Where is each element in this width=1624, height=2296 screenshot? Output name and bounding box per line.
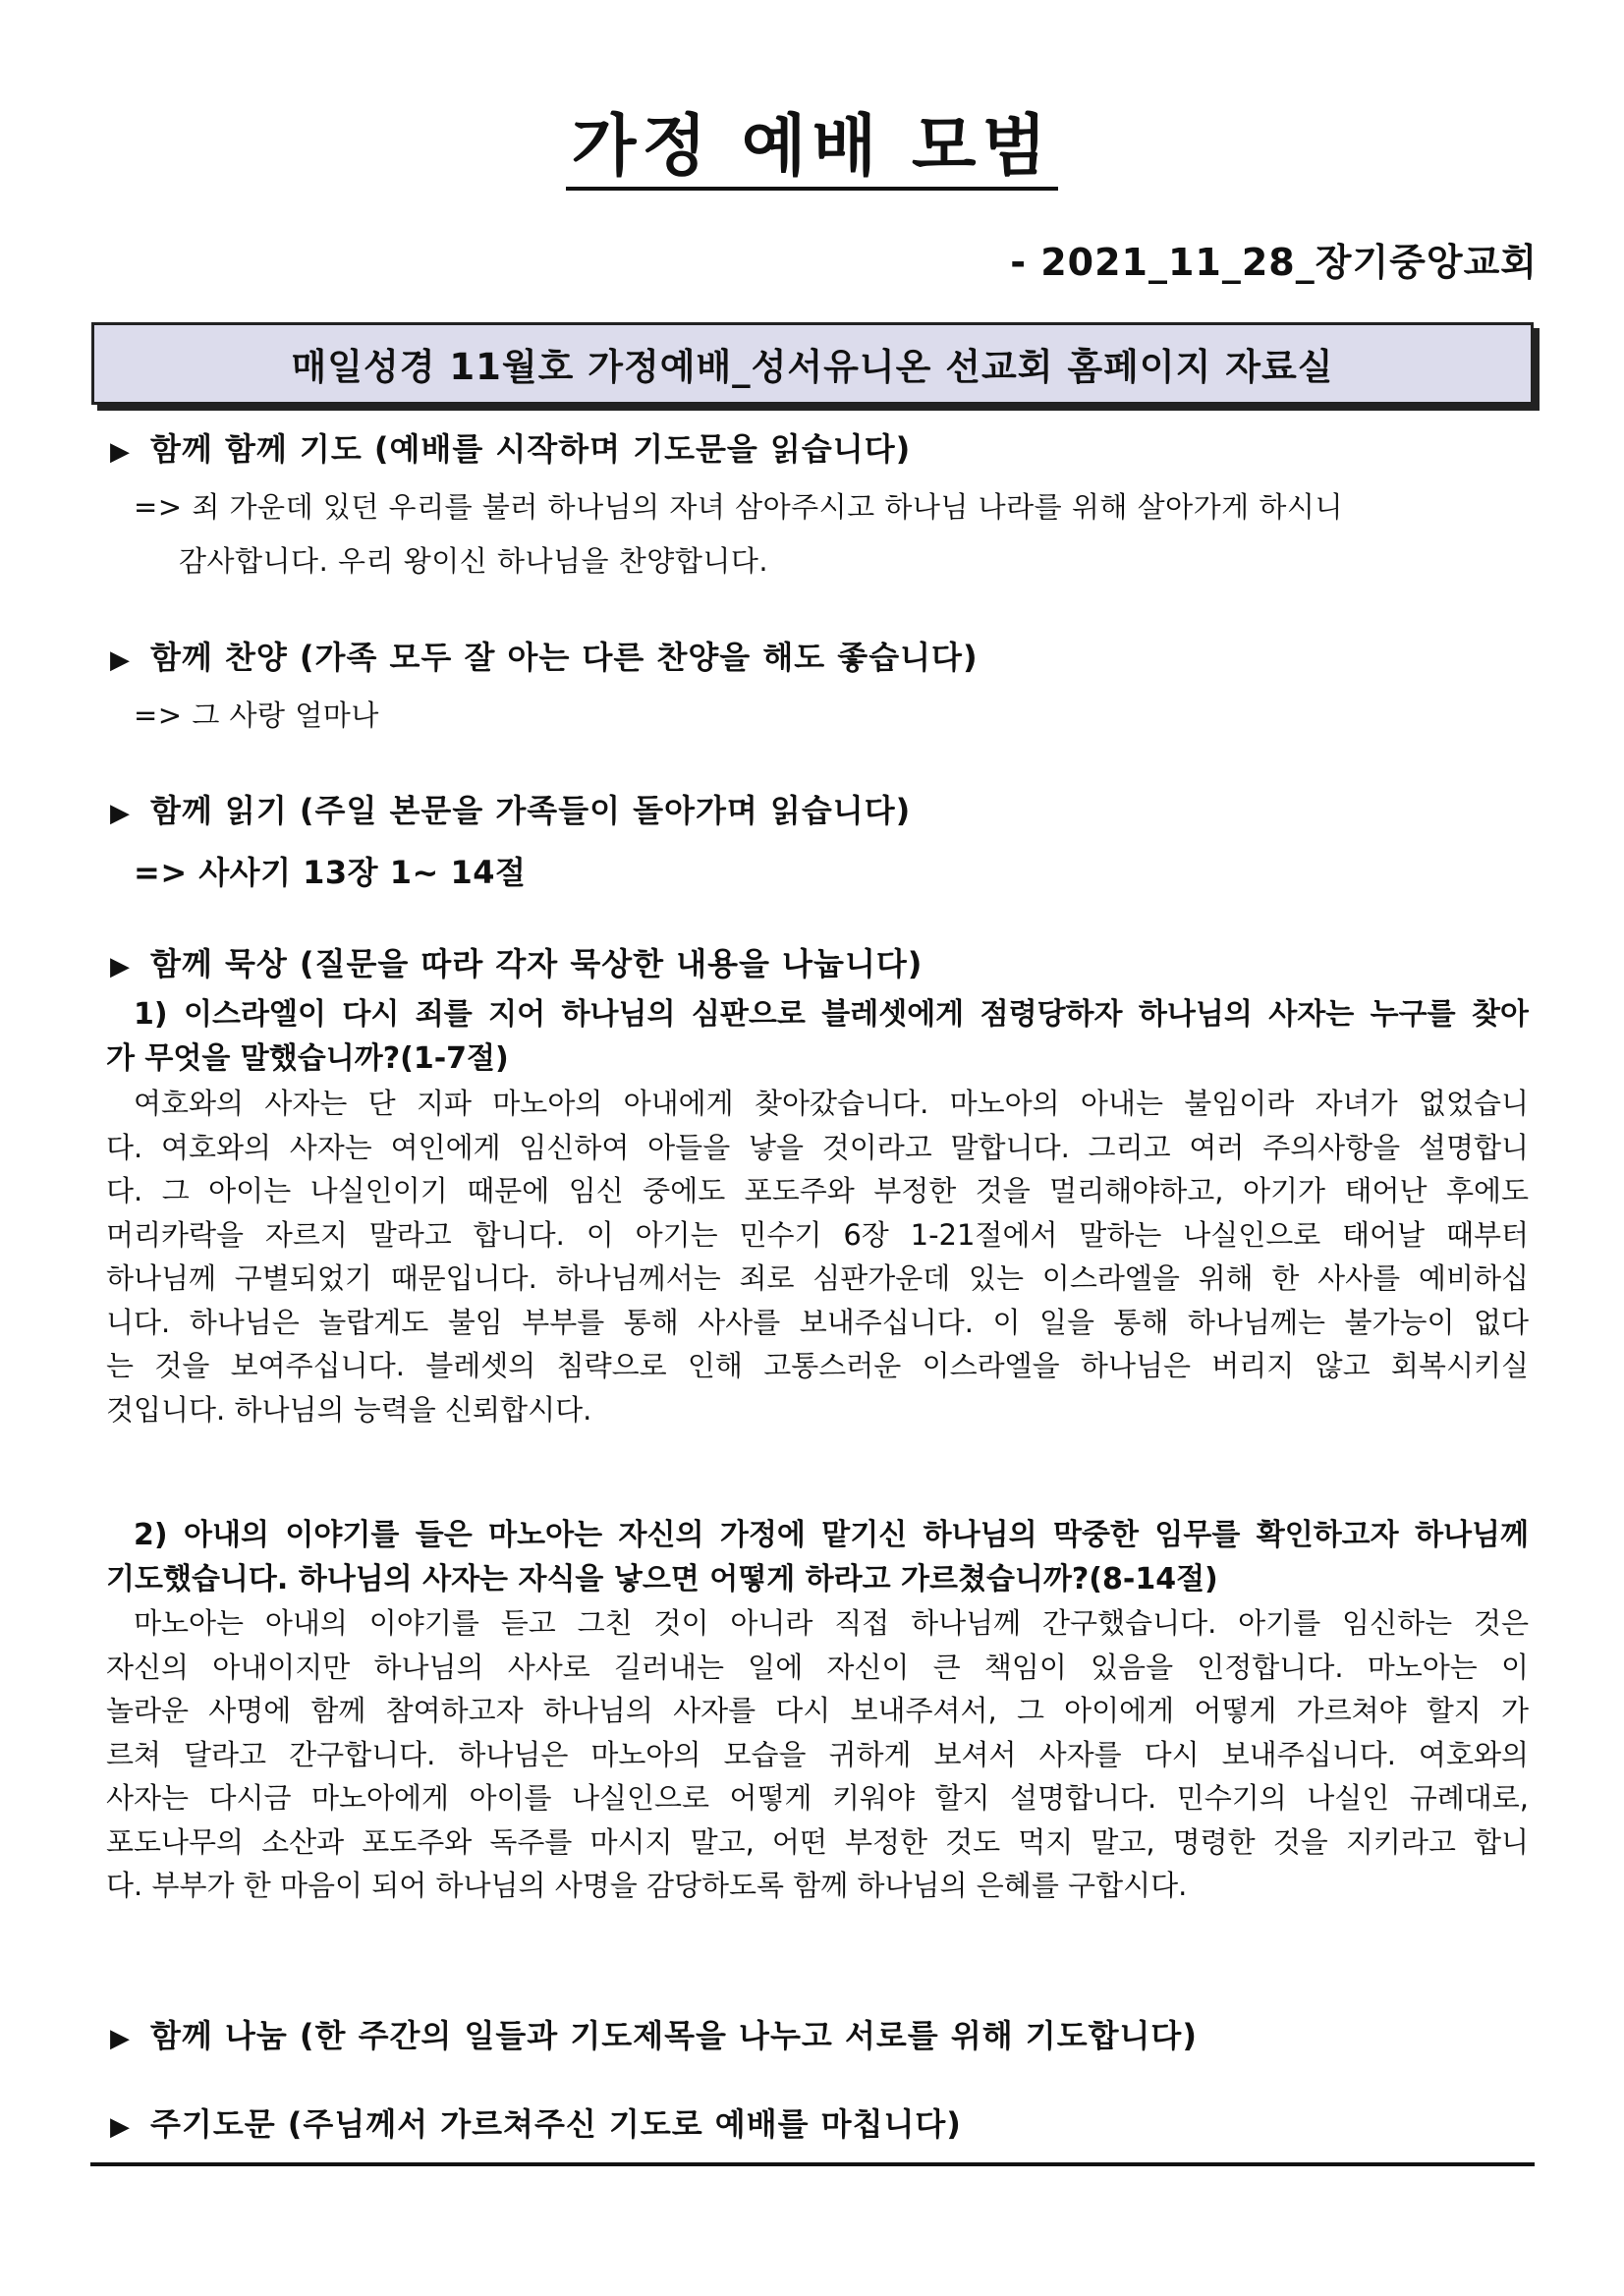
triangle-bullet-icon: ▶ [110, 2024, 131, 2053]
prayer-text-line-1: => 죄 가운데 있던 우리를 불러 하나님의 자녀 삼아주시고 하나님 나라를 위해 살아가게 하시니 [134, 490, 1343, 524]
triangle-bullet-icon: ▶ [110, 799, 131, 828]
question-1 [106, 993, 1529, 1081]
section-heading-text: 함께 읽기 (주일 본문을 가족들이 돌아가며 읽습니다) [150, 792, 912, 829]
section-heading-meditation [110, 939, 923, 984]
question-1-line: 가 무엇을 말했습니까?(1-7절) [106, 1040, 509, 1076]
answer-2-line: 사자는 다시금 마노아에게 아이를 나실인으로 어떻게 키워야 할지 설명합니다. 민수기의 나실인 규례대로, [106, 1781, 1529, 1815]
dateline: - 2021_11_28_장기중앙교회 [1010, 241, 1538, 284]
praise-song: => 그 사랑 얼마나 [134, 699, 379, 732]
triangle-bullet-icon: ▶ [110, 952, 131, 981]
question-2-line: 2) 아내의 이야기를 들은 마노아는 자신의 가정에 맡기신 하나님의 막중한 임무를 확인하고자 하나님께 [134, 1518, 1529, 1552]
answer-2-line: 다. 부부가 한 마음이 되어 하나님의 사명을 감당하도록 함께 하나님의 은혜를 구합시다. [106, 1869, 1188, 1902]
section-heading-lords-prayer [110, 2100, 962, 2145]
triangle-bullet-icon: ▶ [110, 437, 131, 467]
page-title-text: 가정 예배 모범 [566, 108, 1058, 191]
section-heading-sharing [110, 2011, 1198, 2056]
answer-1-line: 여호와의 사자는 단 지파 마노아의 아내에게 찾아갔습니다. 마노아의 아내는 불임이라 자녀가 없었습니 [134, 1087, 1529, 1120]
answer-1-line: 다. 그 아이는 나실인이기 때문에 임신 중에도 포도주와 부정한 것을 멀리해야하고, 아기가 태어난 후에도 [106, 1174, 1529, 1207]
page-title [0, 103, 1624, 192]
answer-1-line: 니다. 하나님은 놀랍게도 불임 부부를 통해 사사를 보내주십니다. 이 일을 통해 하나님께는 불가능이 없다 [106, 1305, 1529, 1339]
triangle-bullet-icon: ▶ [110, 2112, 131, 2142]
answer-1-line: 는 것을 보여주십니다. 블레셋의 침략으로 인해 고통스러운 이스라엘을 하나님은 버리지 않고 회복시키실 [106, 1349, 1529, 1382]
source-banner: 매일성경 11월호 가정예배_성서유니온 선교회 홈페이지 자료실 [91, 322, 1534, 405]
prayer-text-line-2: 감사합니다. 우리 왕이신 하나님을 찬양합니다. [179, 544, 769, 578]
section-heading-text: 함께 함께 기도 (예배를 시작하며 기도문을 읽습니다) [150, 430, 912, 468]
answer-2 [106, 1601, 1529, 1908]
answer-1-line: 다. 여호와의 사자는 여인에게 임신하여 아들을 낳을 것이라고 말합니다. 그리고 여러 주의사항을 설명합니 [106, 1130, 1529, 1164]
answer-1-line: 것입니다. 하나님의 능력을 신뢰합시다. [106, 1392, 592, 1427]
answer-2-line: 자신의 아내이지만 하나님의 사사로 길러내는 일에 자신이 큰 책임이 있음을 인정합니다. 마노아는 이 [106, 1650, 1529, 1684]
section-heading-text: 함께 묵상 (질문을 따라 각자 묵상한 내용을 나눕니다) [150, 945, 924, 982]
answer-1-line: 하나님께 구별되었기 때문입니다. 하나님께서는 죄로 심판가운데 있는 이스라엘을 위해 한 사사를 예비하십 [106, 1261, 1529, 1295]
section-heading-praise [110, 633, 979, 678]
answer-2-line: 마노아는 아내의 이야기를 듣고 그친 것이 아니라 직접 하나님께 간구했습니다. 아기를 임신하는 것은 [134, 1606, 1529, 1640]
answer-1-line: 머리카락을 자르지 말라고 합니다. 이 아기는 민수기 6장 1-21절에서 말하는 나실인으로 태어날 때부터 [106, 1217, 1529, 1252]
section-heading-reading [110, 786, 911, 831]
answer-2-line: 르쳐 달라고 간구합니다. 하나님은 마노아의 모습을 귀하게 보셔서 사자를 다시 보내주십니다. 여호와의 [106, 1737, 1529, 1771]
triangle-bullet-icon: ▶ [110, 645, 131, 675]
section-heading-prayer [110, 424, 911, 470]
question-2 [106, 1514, 1529, 1601]
scripture-reference: => 사사기 13장 1~ 14절 [134, 854, 527, 891]
section-heading-text: 함께 찬양 (가족 모두 잘 아는 다른 찬양을 해도 좋습니다) [150, 639, 979, 676]
answer-1 [106, 1082, 1529, 1431]
question-1-line: 1) 이스라엘이 다시 죄를 지어 하나님의 심판으로 블레셋에게 점령당하자 하나님의 사자는 누구를 찾아 [134, 997, 1529, 1032]
section-heading-text: 주기도문 (주님께서 가르쳐주신 기도로 예배를 마칩니다) [150, 2105, 962, 2143]
answer-2-line: 놀라운 사명에 함께 참여하고자 하나님의 사자를 다시 보내주셔서, 그 아이에게 어떻게 가르쳐야 할지 가 [106, 1694, 1529, 1727]
question-2-line: 기도했습니다. 하나님의 사자는 자식을 낳으면 어떻게 하라고 가르쳤습니까?(8-14절) [106, 1561, 1218, 1596]
bottom-rule [90, 2162, 1535, 2166]
answer-2-line: 포도나무의 소산과 포도주와 독주를 마시지 말고, 어떤 부정한 것도 먹지 말고, 명령한 것을 지키라고 합니 [106, 1824, 1529, 1859]
section-heading-text: 함께 나눔 (한 주간의 일들과 기도제목을 나누고 서로를 위해 기도합니다) [150, 2017, 1198, 2054]
